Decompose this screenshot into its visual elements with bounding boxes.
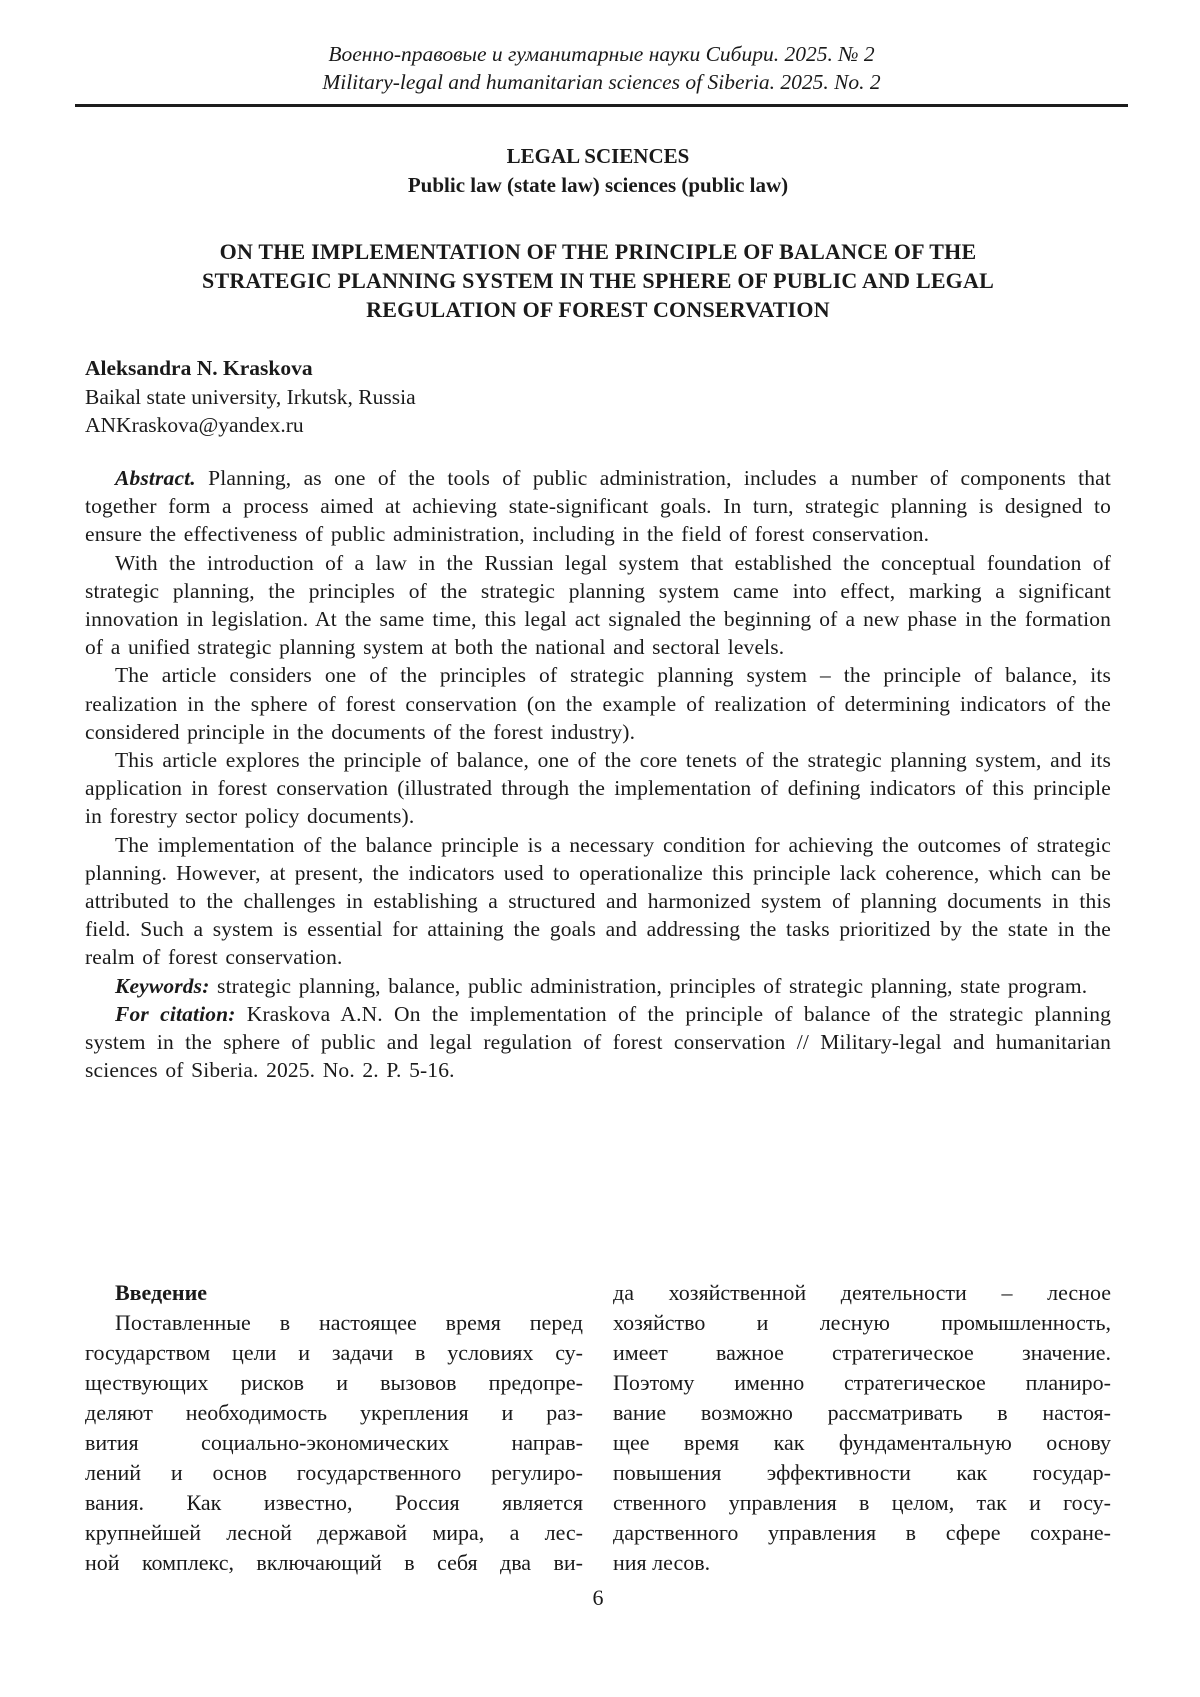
text-line: хозяйство и лесную промышленность, — [613, 1310, 1111, 1335]
journal-title-en: Military-legal and humanitarian sciences of Siberia. 2025. No. 2 — [322, 70, 881, 94]
keywords-text: strategic planning, balance, public administration, principles of strategic planning, state program. — [217, 973, 1088, 998]
text-line: ственного управления в целом, так и госу- — [613, 1490, 1111, 1515]
header-rule — [75, 104, 1128, 107]
author-email: ANKraskova@yandex.ru — [85, 413, 304, 437]
text-line: деляют необходимость укрепления и раз- — [85, 1400, 583, 1425]
page-number: 6 — [592, 1585, 604, 1610]
rubric-line-1: LEGAL SCIENCES — [506, 144, 690, 168]
article-title-line: STRATEGIC PLANNING SYSTEM IN THE SPHERE OF PUBLIC AND LEGAL — [202, 268, 994, 293]
article-title — [85, 237, 1111, 324]
text-line: вития социально-экономических направ- — [85, 1430, 583, 1455]
abstract-paragraph — [85, 746, 1111, 831]
text-line: ществующих рисков и вызовов предопре- — [85, 1370, 583, 1395]
abstract-paragraph — [85, 464, 1111, 549]
text-line: вание возможно рассматривать в настоя- — [613, 1400, 1111, 1425]
abstract-paragraph — [85, 831, 1111, 972]
citation-label: For citation: — [115, 1001, 236, 1026]
citation-text: Kraskova A.N. On the implementation of the principle of balance of the strategic planning system in the sphere of public and legal regulation of forest conservation // Military-legal and humanitarian sciences of Siberia. 2025. No. 2. P. 5-16. — [85, 1001, 1111, 1083]
introduction-section — [85, 1278, 1111, 1578]
intro-column-right — [613, 1278, 1111, 1578]
text-line: ной комплекс, включающий в себя два ви- — [85, 1550, 583, 1575]
journal-title-ru: Военно-правовые и гуманитарные науки Сибири. 2025. № 2 — [328, 42, 875, 66]
text-line: крупнейшей лесной державой мира, а лес- — [85, 1520, 583, 1545]
text-line: да хозяйственной деятельности – лесное — [613, 1280, 1111, 1305]
text-line: лений и основ государственного регулиро- — [85, 1460, 583, 1485]
abstract-paragraph — [85, 661, 1111, 746]
text-line: Поставленные в настоящее время перед — [115, 1310, 583, 1335]
abstract-text: This article explores the principle of balance, one of the core tenets of the strategic planning system, and its application in forest conservation (illustrated through the implementation of defining indicators of this principle in forestry sector policy documents). — [85, 748, 1111, 829]
text-line: имеет важное стратегическое значение. — [613, 1340, 1111, 1365]
text-line: ния лесов. — [613, 1550, 711, 1575]
text-line: государством цели и задачи в условиях су- — [85, 1340, 583, 1365]
introduction-heading: Введение — [115, 1280, 208, 1305]
abstract-paragraph — [85, 549, 1111, 662]
text-line: повышения эффективности как государ- — [613, 1460, 1111, 1485]
author-affiliation: Baikal state university, Irkutsk, Russia — [85, 384, 416, 409]
author-block — [85, 354, 1111, 440]
citation-paragraph — [85, 1000, 1111, 1085]
abstract-text: The implementation of the balance principle is a necessary condition for achieving the outcomes of strategic planning. However, at present, the indicators used to operationalize this principle lack coherence, which can be attributed to the challenges in establishing a structured and harmonized system of planning documents in this field. Such a system is essential for attaining the goals and addressing the tasks prioritized by the state in the realm of forest conservation. — [85, 832, 1111, 970]
abstract-text: With the introduction of a law in the Russian legal system that established the conceptual foundation of strategic planning, the principles of the strategic planning system came into effect, marking a significant innovation in legislation. At the same time, this legal act signaled the beginning of a new phase in the formation of a unified strategic planning system at both the national and sectoral levels. — [85, 550, 1111, 660]
rubric-line-2: Public law (state law) sciences (public law) — [407, 173, 789, 197]
article-title-line: ON THE IMPLEMENTATION OF THE PRINCIPLE OF BALANCE OF THE — [219, 239, 977, 264]
abstract-label: Abstract. — [115, 466, 196, 490]
abstract-block — [85, 464, 1111, 1084]
journal-running-head — [75, 40, 1128, 96]
section-rubric — [85, 142, 1111, 200]
intro-column-left — [85, 1278, 583, 1578]
keywords-label: Keywords: — [115, 973, 210, 998]
text-line: вания. Как известно, Россия является — [85, 1490, 583, 1515]
text-line: щее время как фундаментальную основу — [613, 1430, 1111, 1455]
abstract-text: Planning, as one of the tools of public administration, includes a number of components that together form a process aimed at achieving state-significant goals. In turn, strategic planning is designed to ensure the effectiveness of public administration, including in the field of forest conservation. — [85, 466, 1111, 547]
abstract-text: The article considers one of the principles of strategic planning system – the principle of balance, its realization in the sphere of forest conservation (on the example of realization of determining indicators of the considered principle in the documents of the forest industry). — [85, 663, 1111, 744]
text-line: Поэтому именно стратегическое планиро- — [613, 1370, 1111, 1395]
author-name: Aleksandra N. Kraskova — [85, 356, 313, 380]
article-title-line: REGULATION OF FOREST CONSERVATION — [366, 297, 830, 322]
keywords-paragraph — [85, 972, 1111, 1000]
text-line: дарственного управления в сфере сохране- — [613, 1520, 1111, 1545]
